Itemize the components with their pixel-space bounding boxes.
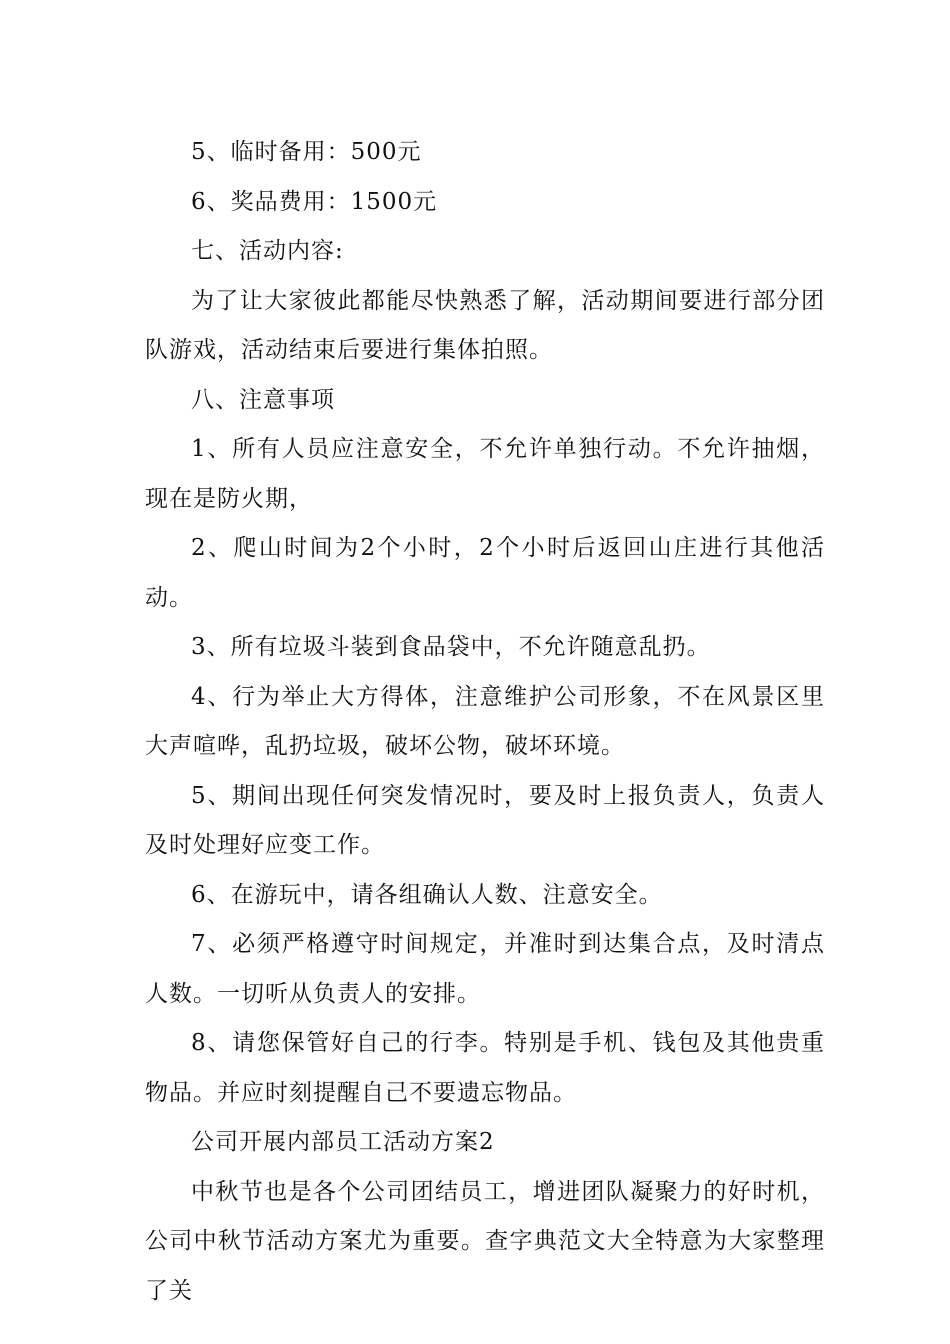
- note-item-5: 5、期间出现任何突发情况时，要及时上报负责人，负责人及时处理好应变工作。: [145, 782, 825, 858]
- document-body: [145, 128, 825, 1316]
- note-item-6: 6、在游玩中，请各组确认人数、注意安全。: [191, 881, 663, 908]
- section-heading-activity-content: 七、活动内容:: [191, 238, 344, 264]
- note-item-8: 8、请您保管好自己的行李。特别是手机、钱包及其他贵重物品。并应时刻提醒自己不要遗忘物品。: [145, 1030, 825, 1106]
- note-item-2: 2、爬山时间为2个小时，2个小时后返回山庄进行其他活动。: [145, 535, 825, 611]
- section-heading-notes: 八、注意事项: [191, 386, 335, 413]
- activity-content-paragraph: 为了让大家彼此都能尽快熟悉了解，活动期间要进行部分团队游戏，活动结束后要进行集体拍照。: [145, 287, 825, 363]
- budget-item-reserve: 5、临时备用：500元: [191, 139, 422, 165]
- plan-2-intro-paragraph: 中秋节也是各个公司团结员工，增进团队凝聚力的好时机，公司中秋节活动方案尤为重要。查字典范文大全特意为大家整理了关: [145, 1178, 825, 1304]
- note-item-4: 4、行为举止大方得体，注意维护公司形象，不在风景区里大声喧哗，乱扔垃圾，破坏公物，破坏环境。: [145, 683, 825, 759]
- budget-item-prizes: 6、奖品费用：1500元: [191, 188, 438, 215]
- note-item-1: 1、所有人员应注意安全，不允许单独行动。不允许抽烟，现在是防火期，: [145, 436, 825, 512]
- plan-2-title: 公司开展内部员工活动方案2: [191, 1129, 495, 1155]
- note-item-3: 3、所有垃圾斗装到食品袋中，不允许随意乱扔。: [191, 634, 711, 660]
- note-item-7: 7、必须严格遵守时间规定，并准时到达集合点，及时清点人数。一切听从负责人的安排。: [145, 931, 825, 1007]
